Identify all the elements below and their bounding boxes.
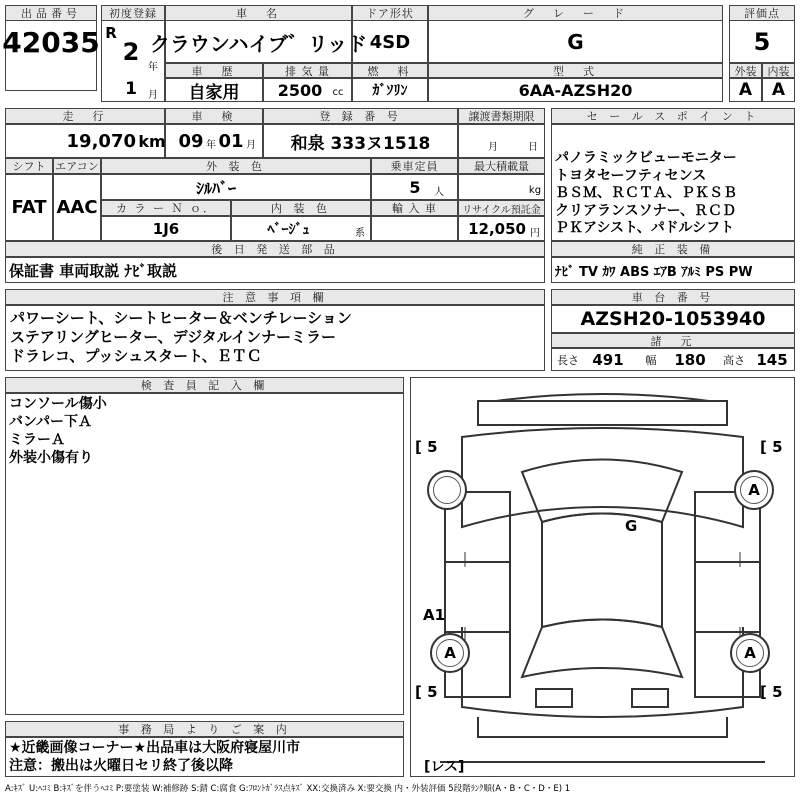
mileage-unit: km — [138, 131, 166, 151]
wheel-rear-right: A — [730, 633, 770, 673]
history-label: 車 歴 — [165, 63, 263, 78]
grade-label: グ レ ー ド — [428, 5, 723, 21]
recycle-label: リサイクル預託金 — [458, 200, 545, 216]
recycle-unit: 円 — [530, 227, 540, 239]
later-parts: 保証書 車両取説 ﾅﾋﾞ取説 — [9, 261, 177, 280]
car-name-label: 車 名 — [165, 5, 352, 21]
later-parts-label: 後 日 発 送 部 品 — [5, 241, 545, 257]
seats-unit: 人 — [434, 186, 444, 198]
disp-unit: cc — [332, 86, 344, 98]
ext-label: 外装 — [729, 63, 762, 78]
transfer-label: 譲渡書類期限 — [458, 108, 545, 124]
lot-label: 出品番号 — [5, 5, 97, 21]
office-label: 事 務 局 よ り ご 案 内 — [5, 721, 404, 737]
import-cell — [371, 216, 458, 241]
exterior-grade: A — [738, 80, 753, 100]
spec-label: 諸 元 — [551, 333, 795, 348]
plate-label: 登 録 番 号 — [263, 108, 458, 124]
sales-point: クリアランスソナー、ＲＣＤ — [555, 202, 737, 219]
wheel-front-right: A — [734, 470, 774, 510]
wheel-front-left — [427, 470, 467, 510]
notes-lines — [10, 309, 352, 366]
tire-rear-left: 5 — [427, 683, 438, 701]
model-label: 型 式 — [428, 63, 723, 78]
inspection-month-unit: 月 — [246, 139, 256, 151]
tire-fl-bracket: [ 5 — [415, 438, 438, 456]
import-label: 輸 入 車 — [371, 200, 458, 216]
left-side-mark: A1 — [423, 606, 446, 624]
height-label: 高さ — [723, 354, 745, 367]
transfer-day: 日 — [528, 141, 538, 153]
inspector-line: ミラーＡ — [9, 432, 65, 448]
interior-label: 内 装 色 — [231, 200, 371, 216]
roof-mark: G — [625, 517, 638, 535]
sales-point: トヨタセーフティセンス — [555, 167, 707, 184]
history: 自家用 — [188, 82, 240, 103]
note-line: ドラレコ、プッシュスタート、ＥＴＣ — [10, 347, 262, 365]
tire-front-right: 5 — [772, 438, 783, 456]
int-label: 内装 — [762, 63, 795, 78]
inspection-month: 01 — [218, 130, 244, 152]
first-reg-label: 初度登録 — [101, 5, 165, 21]
sales-points — [555, 150, 793, 238]
seats-label: 乗車定員 — [371, 158, 458, 174]
note-line: ステアリングヒーター、デジタルインナーミラー — [10, 328, 336, 346]
wheel-rear-left: A — [430, 633, 470, 673]
interior-grade: A — [771, 80, 786, 100]
sales-label: セ ー ル ス ポ イ ン ト — [551, 108, 795, 124]
era: R — [105, 24, 117, 42]
length: 491 — [592, 350, 624, 369]
color-label: 外 装 色 — [101, 158, 371, 174]
recycle-fee: 12,050 — [468, 219, 526, 238]
ac-label: エアコン — [53, 158, 101, 174]
car-name: クラウンハイブ゛リッド — [149, 31, 368, 56]
car-diagram — [410, 377, 795, 777]
color-number: 1J6 — [152, 219, 180, 238]
shift-label: シフト — [5, 158, 53, 174]
door-label: ドア形状 — [352, 5, 428, 21]
tire-rear-right: 5 — [772, 683, 783, 701]
notes-label: 注 意 事 項 欄 — [5, 289, 545, 305]
reg-month: 1 — [125, 79, 137, 99]
displacement: 2500 — [277, 80, 323, 100]
tire-fr-bracket: [ 5 — [760, 438, 783, 456]
seats: 5 — [409, 177, 421, 197]
tire-rl-bracket: [ 5 — [415, 683, 438, 701]
transfer-month: 月 — [488, 141, 498, 153]
score-label: 評価点 — [729, 5, 795, 21]
interior-unit: 系 — [355, 227, 365, 239]
inspector-lines — [9, 395, 107, 467]
fuel-label: 燃 料 — [352, 63, 428, 78]
sales-point: ＰＫアシスト、パドルシフト — [555, 220, 735, 236]
tire-front-left: 5 — [427, 438, 438, 456]
mileage: 19,070 — [66, 130, 136, 152]
inspector-line: コンソール傷小 — [9, 396, 107, 412]
body-color: ｼﾙﾊﾞｰ — [195, 178, 236, 198]
length-label: 長さ — [557, 354, 579, 367]
height: 145 — [756, 350, 788, 369]
width: 180 — [674, 350, 706, 369]
inspector-line: 外装小傷有り — [9, 450, 93, 466]
sales-point: パノラミックビューモニター — [555, 150, 737, 166]
sales-point: ＢＳＭ、ＲＣＴＡ、ＰＫＳＢ — [555, 185, 737, 201]
grade: G — [567, 30, 584, 54]
chassis-number: AZSH20-1053940 — [580, 308, 766, 330]
disp-label: 排 気 量 — [263, 63, 352, 78]
colorno-label: カ ラ ー Ｎ ｏ． — [101, 200, 231, 216]
model-code: 6AA-AZSH20 — [518, 80, 633, 100]
mileage-label: 走 行 — [5, 108, 165, 124]
equipment: ﾅﾋﾞ TV ｶﾜ ABS ｴｱB ｱﾙﾐ PS PW — [555, 264, 753, 280]
door-type: 4SD — [369, 31, 411, 53]
inspector-line: バンパー下Ａ — [9, 414, 93, 430]
tire-rr-bracket: [ 5 — [760, 683, 783, 701]
reg-year: 2 — [122, 38, 140, 66]
fuel: ｶﾞｿﾘﾝ — [372, 83, 408, 99]
inspection-label: 車 検 — [165, 108, 263, 124]
chassis-label: 車 台 番 号 — [551, 289, 795, 305]
score: 5 — [753, 28, 771, 56]
shift: FAT — [11, 197, 47, 218]
aircon: AAC — [56, 197, 98, 218]
inspection-year: 09 — [178, 130, 204, 152]
lot-number: 42035 — [2, 25, 100, 59]
office-lines — [9, 739, 300, 775]
office-line: ★近畿画像コーナー★出品車は大阪府寝屋川市 — [9, 740, 301, 756]
width-label: 幅 — [645, 354, 657, 367]
year-unit: 年 — [148, 61, 158, 73]
load-unit: kg — [528, 184, 542, 196]
load-label: 最大積載量 — [458, 158, 545, 174]
note-line: パワーシート、シートヒーター＆ベンチレーション — [10, 309, 352, 327]
inspection-year-unit: 年 — [206, 139, 216, 151]
month-unit: 月 — [148, 89, 158, 101]
interior-color: ﾍﾞｰｼﾞｭ — [267, 221, 310, 238]
tread-mark: [レス] — [424, 759, 465, 775]
inspector-label: 検 査 員 記 入 欄 — [5, 377, 404, 393]
legend: A:ｷｽﾞ U:ﾍｺﾐ B:ｷｽﾞを伴うﾍｺﾐ P:要塗装 W:補修跡 S:錆 C:腐食 G:ﾌﾛﾝﾄｶﾞﾗｽ点ｷｽﾞ XX:交換済み X:要交換 内・外装評価 5段階ﾗﾝｸ順(A・B・C・D・E) 1 — [5, 784, 571, 794]
equipment-label: 純 正 装 備 — [551, 241, 795, 257]
office-line: 注意：搬出は火曜日セリ終了後以降 — [9, 758, 233, 774]
plate-number: 和泉 333ヌ1518 — [290, 133, 431, 154]
